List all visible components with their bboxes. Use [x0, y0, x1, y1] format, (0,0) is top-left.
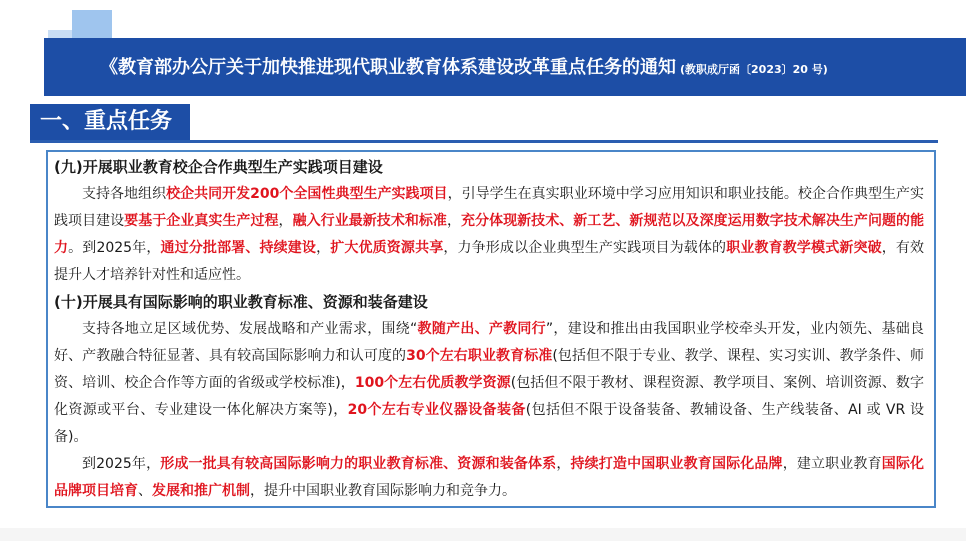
highlight-text: 扩大优质资源共享: [330, 240, 444, 256]
highlight-text: 通过分批部署、持续建设: [160, 240, 317, 256]
bottom-strip: [0, 528, 966, 541]
highlight-text: 30个左右职业教育标准: [406, 348, 553, 364]
body-text: (包括但不限于设备装备、教辅设备、生产线装备、AI 或 VR 设备)。: [54, 402, 925, 445]
body-text: ，力争形成以企业典型生产实践项目为载体的: [443, 240, 727, 256]
body-text: ，: [278, 213, 293, 229]
title-text: 《教育部办公厅关于加快推进现代职业教育体系建设改革重点任务的通知: [100, 57, 676, 78]
body-text: 、: [138, 483, 152, 499]
body-text: ，有效提升人才培养针对性和适应性。: [54, 240, 925, 283]
body-text: 支持各地组织: [82, 186, 167, 202]
item9-heading: (九)开展职业教育校企合作典型生产实践项目建设: [54, 158, 383, 176]
body-text: (包括但不限于专业、教学、课程、实习实训、教学条件、师资、培训、校企合作等方面的省级或学校标准)，: [54, 348, 925, 391]
doc-number: (教职成厅函〔2023〕20 号): [680, 63, 828, 76]
body-text: ，提升中国职业教育国际影响力和竞争力。: [250, 483, 516, 499]
body-text: ，建立职业教育: [782, 456, 882, 472]
highlight-text: 职业教育教学模式新突破: [726, 240, 882, 256]
item10-paragraph-1: [54, 316, 924, 451]
body-text: ，引导学生在真实职业环境中学习应用知识和职业技能。校企合作典型生产实践项目建设: [54, 186, 925, 229]
body-text: 。到2025年，: [68, 240, 161, 256]
content: [54, 154, 924, 505]
highlight-text: 校企共同开发200个全国性典型生产实践项目: [166, 186, 448, 202]
highlight-text: 融入行业最新技术和标准: [292, 213, 447, 229]
body-text: ，: [316, 240, 331, 256]
highlight-text: 充分体现新技术、新工艺、新规范以及深度运用数字技术解决生产问题的能力: [54, 213, 925, 256]
highlight-text: 形成一批具有较高国际影响力的职业教育标准、资源和装备体系: [160, 456, 557, 472]
section-heading: 一、重点任务: [30, 104, 190, 140]
body-text: (包括但不限于教材、课程资源、教学项目、案例、培训资源、数字化资源或平台、专业建设一体化解决方案等)，: [54, 375, 924, 418]
highlight-text: 发展和推广机制: [152, 483, 250, 499]
highlight-text: 持续打造中国职业教育国际化品牌: [570, 456, 783, 472]
body-text: 支持各地立足区域优势、发展战略和产业需求，围绕“: [82, 321, 418, 337]
body-text: ，: [446, 213, 462, 229]
highlight-text: 20个左右专业仪器设备装备: [347, 402, 526, 418]
highlight-text: 要基于企业真实生产过程: [124, 213, 279, 229]
highlight-text: 100个左右优质教学资源: [354, 375, 511, 391]
item10-heading: (十)开展具有国际影响的职业教育标准、资源和装备建设: [54, 293, 428, 311]
body-text: ”，建设和推出由我国职业学校牵头开发，业内领先、基础良好、产教融合特征显著、具有较高国际影响力和认可度的: [54, 321, 924, 364]
body-text: ，: [556, 456, 571, 472]
item10-paragraph-2: [54, 451, 924, 505]
slide-title: [100, 40, 828, 96]
highlight-text: 国际化品牌项目培育: [54, 456, 925, 499]
body-text: 到2025年，: [82, 456, 161, 472]
item9-paragraph: [54, 181, 924, 289]
highlight-text: 教随产出、产教同行: [417, 321, 546, 337]
section-divider: [30, 140, 938, 143]
